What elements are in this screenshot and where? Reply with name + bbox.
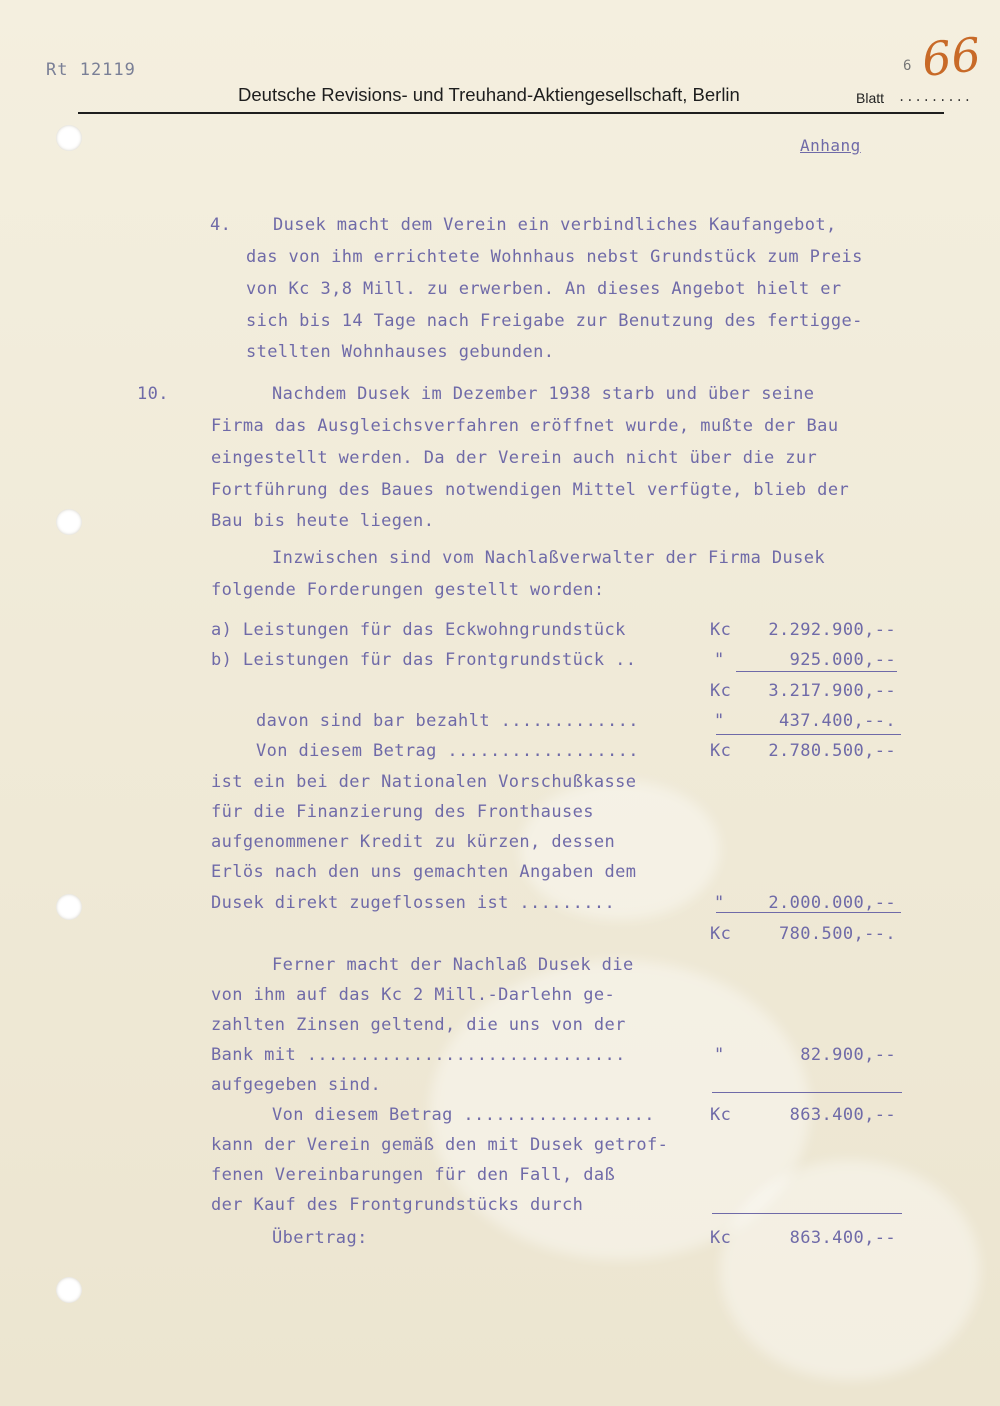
ledger-row-amount: 780.500,--.: [779, 924, 896, 944]
ledger-row-currency: ": [714, 650, 725, 670]
letterhead-company: Deutsche Revisions- und Treuhand-Aktiengesellschaft, Berlin: [238, 84, 740, 105]
ledger-row-currency: ": [714, 1045, 725, 1065]
claims-intro-line: Inzwischen sind vom Nachlaßverwalter der Firma Dusek: [272, 548, 826, 568]
ledger-row-text: Erlös nach den uns gemachten Angaben dem: [211, 862, 637, 882]
ledger-row-currency: ": [714, 711, 725, 731]
appendix-label: Anhang: [800, 136, 861, 155]
paragraph-10-line: Nachdem Dusek im Dezember 1938 starb und über seine: [272, 384, 815, 404]
sheet-number-handwritten: 66: [919, 27, 984, 87]
letterhead-rule: [78, 112, 944, 114]
ledger-row-amount: 437.400,--.: [779, 711, 896, 731]
ledger-row-text: Von diesem Betrag ..................: [256, 741, 639, 761]
claims-intro-line: folgende Forderungen gestellt worden:: [211, 580, 605, 600]
file-reference: Rt 12119: [46, 60, 136, 80]
ledger-row-amount: 863.400,--: [789, 1105, 896, 1125]
ledger-row-amount: 2.292.900,--: [768, 620, 896, 640]
ledger-row-text: Von diesem Betrag ..................: [272, 1105, 655, 1125]
ledger-row-text: Dusek direkt zugeflossen ist .........: [211, 893, 616, 913]
ledger-row-currency: Kc: [710, 681, 732, 701]
ledger-row-text: von ihm auf das Kc 2 Mill.-Darlehn ge-: [211, 985, 616, 1005]
ledger-row-amount: 863.400,--: [789, 1228, 896, 1248]
paragraph-10-line: eingestellt werden. Da der Verein auch nicht über die zur: [211, 448, 818, 468]
punch-hole-bottom: [56, 1277, 82, 1303]
ledger-row-text: für die Finanzierung des Fronthauses: [211, 802, 594, 822]
ledger-row-currency: Kc: [710, 620, 732, 640]
ledger-row-text: davon sind bar bezahlt .............: [256, 711, 639, 731]
ledger-row-currency: Kc: [710, 1228, 732, 1248]
ledger-row-text: der Kauf des Frontgrundstücks durch: [211, 1195, 584, 1215]
ledger-underline: [736, 671, 897, 672]
ledger-row-text: a) Leistungen für das Eckwohngrundstück: [211, 620, 626, 640]
ledger-row-text: Bank mit ..............................: [211, 1045, 626, 1065]
ledger-row-amount: 82.900,--: [800, 1045, 896, 1065]
paragraph-4-line: stellten Wohnhauses gebunden.: [246, 342, 555, 362]
ledger-underline: [712, 1213, 902, 1214]
paragraph-4-line: von Kc 3,8 Mill. zu erwerben. An dieses Angebot hielt er: [246, 279, 842, 299]
ledger-row-amount: 2.000.000,--: [768, 893, 896, 913]
ledger-row-amount: 3.217.900,--: [768, 681, 896, 701]
ledger-row-currency: Kc: [710, 924, 732, 944]
sheet-label: Blatt: [856, 90, 885, 106]
punch-hole-lower: [56, 894, 82, 920]
punch-hole-top: [56, 125, 82, 151]
paragraph-number-10: 10.: [137, 384, 169, 404]
sheet-dots: .........: [898, 90, 973, 104]
paper-stain: [720, 1160, 980, 1380]
ledger-row-amount: 925.000,--: [789, 650, 896, 670]
paragraph-10-line: Bau bis heute liegen.: [211, 511, 435, 531]
ledger-row-text: aufgenommener Kredit zu kürzen, dessen: [211, 832, 616, 852]
paragraph-10-line: Fortführung des Baues notwendigen Mittel verfügte, blieb der: [211, 480, 850, 500]
ledger-row-text: aufgegeben sind.: [211, 1075, 382, 1095]
paragraph-number-4: 4.: [210, 215, 232, 235]
ledger-underline: [716, 912, 901, 913]
paragraph-10-line: Firma das Ausgleichsverfahren eröffnet wurde, mußte der Bau: [211, 416, 839, 436]
sheet-number-typed: 6: [903, 58, 912, 74]
ledger-row-text: ist ein bei der Nationalen Vorschußkasse: [211, 772, 637, 792]
ledger-row-text: Ferner macht der Nachlaß Dusek die: [272, 955, 634, 975]
punch-hole-middle: [56, 509, 82, 535]
ledger-row-text: Übertrag:: [272, 1228, 368, 1248]
ledger-row-amount: 2.780.500,--: [768, 741, 896, 761]
paragraph-4-line: Dusek macht dem Verein ein verbindliches Kaufangebot,: [273, 215, 837, 235]
ledger-row-text: zahlten Zinsen geltend, die uns von der: [211, 1015, 626, 1035]
paragraph-4-line: sich bis 14 Tage nach Freigabe zur Benutzung des fertigge-: [246, 311, 863, 331]
ledger-row-currency: Kc: [710, 1105, 732, 1125]
ledger-row-text: kann der Verein gemäß den mit Dusek getrof-: [211, 1135, 669, 1155]
ledger-row-currency: ": [714, 893, 725, 913]
ledger-underline: [712, 1092, 902, 1093]
ledger-row-currency: Kc: [710, 741, 732, 761]
paragraph-4-line: das von ihm errichtete Wohnhaus nebst Grundstück zum Preis: [246, 247, 863, 267]
ledger-underline: [716, 734, 901, 735]
ledger-row-text: b) Leistungen für das Frontgrundstück ..: [211, 650, 637, 670]
ledger-row-text: fenen Vereinbarungen für den Fall, daß: [211, 1165, 616, 1185]
